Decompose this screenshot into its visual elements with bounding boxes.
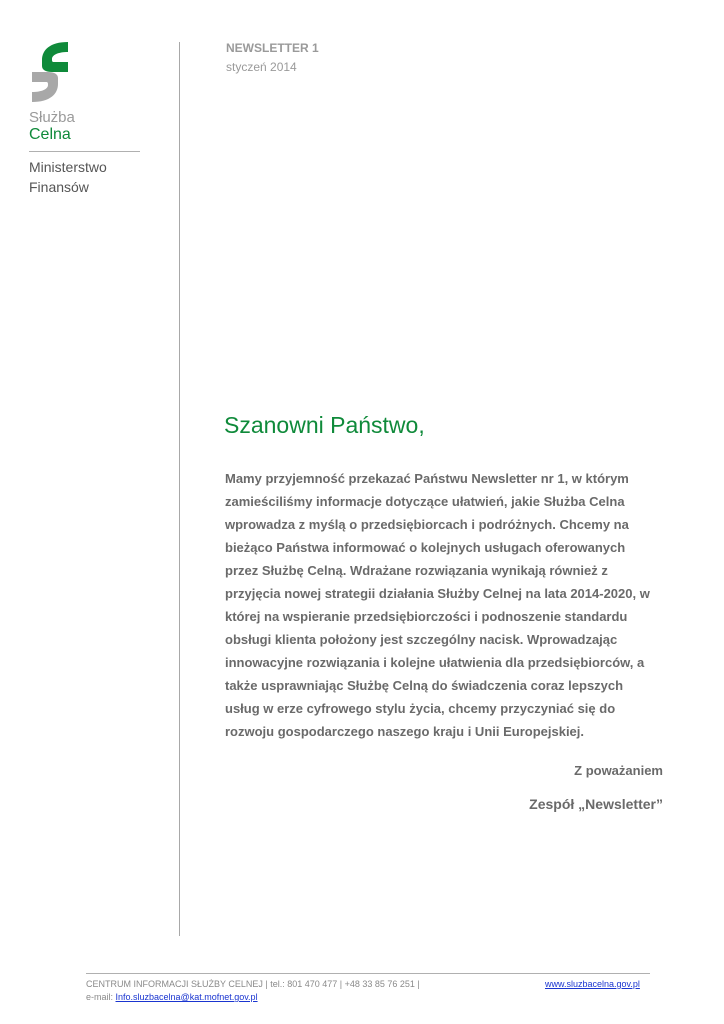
- logo-divider: [29, 151, 140, 152]
- body-line: innowacyjne rozwiązania i kolejne ułatwienia dla przedsiębiorców, a: [225, 655, 645, 670]
- footer-contact-line: CENTRUM INFORMACJI SŁUŻBY CELNEJ | tel.: 801 470 477 | +48 33 85 76 251 |: [86, 979, 420, 989]
- body-line: Mamy przyjemność przekazać Państwu Newsletter nr 1, w którym: [225, 471, 629, 486]
- closing-regards: Z poważaniem: [574, 763, 663, 778]
- body-line: której na wspieranie przedsiębiorczości i podnoszenie standardu: [225, 609, 628, 624]
- newsletter-title: NEWSLETTER 1: [226, 41, 319, 55]
- ministry-line-1: Ministerstwo: [29, 159, 107, 175]
- closing-signature: Zespół „Newsletter”: [529, 796, 663, 812]
- footer-website-link[interactable]: www.sluzbacelna.gov.pl: [545, 979, 640, 989]
- body-line: rozwoju gospodarczego naszego kraju i Unii Europejskiej.: [225, 724, 585, 739]
- footer-email-label: e-mail:: [86, 992, 116, 1002]
- body-line: przez Służbę Celną. Wdrażane rozwiązania wynikają również z: [225, 563, 608, 578]
- footer-email-link[interactable]: Info.sluzbacelna@kat.mofnet.gov.pl: [115, 992, 258, 1002]
- body-line: bieżąco Państwa informować o kolejnych usługach oferowanych: [225, 540, 626, 555]
- body-line: usług w erze cyfrowego stylu życia, chcemy przyczyniać się do: [225, 701, 616, 716]
- greeting-heading: Szanowni Państwo,: [224, 412, 425, 438]
- body-line: przyjęcia nowej strategii działania Służby Celnej na lata 2014-2020, w: [225, 586, 650, 601]
- vertical-divider: [179, 42, 180, 936]
- body-line: zamieściliśmy informacje dotyczące ułatwień, jakie Służba Celna: [225, 494, 625, 509]
- logo-text-celna: Celna: [29, 126, 71, 143]
- footer-divider: [86, 973, 650, 974]
- body-line: wprowadza z myślą o przedsiębiorcach i podróżnych. Chcemy na: [225, 517, 629, 532]
- body-line: także usprawniając Służbę Celną do świadczenia coraz lepszych: [225, 678, 624, 693]
- newsletter-date: styczeń 2014: [226, 60, 297, 74]
- ministry-label: [29, 157, 107, 197]
- letter-body: [225, 467, 667, 743]
- body-line: obsługi klienta położony jest szczególny nacisk. Wprowadzając: [225, 632, 618, 647]
- footer-email-line: [86, 992, 258, 1002]
- ministry-line-2: Finansów: [29, 179, 89, 195]
- logo-text-sluzba: Służba: [29, 109, 75, 126]
- sluzba-celna-logo-icon: [28, 40, 72, 102]
